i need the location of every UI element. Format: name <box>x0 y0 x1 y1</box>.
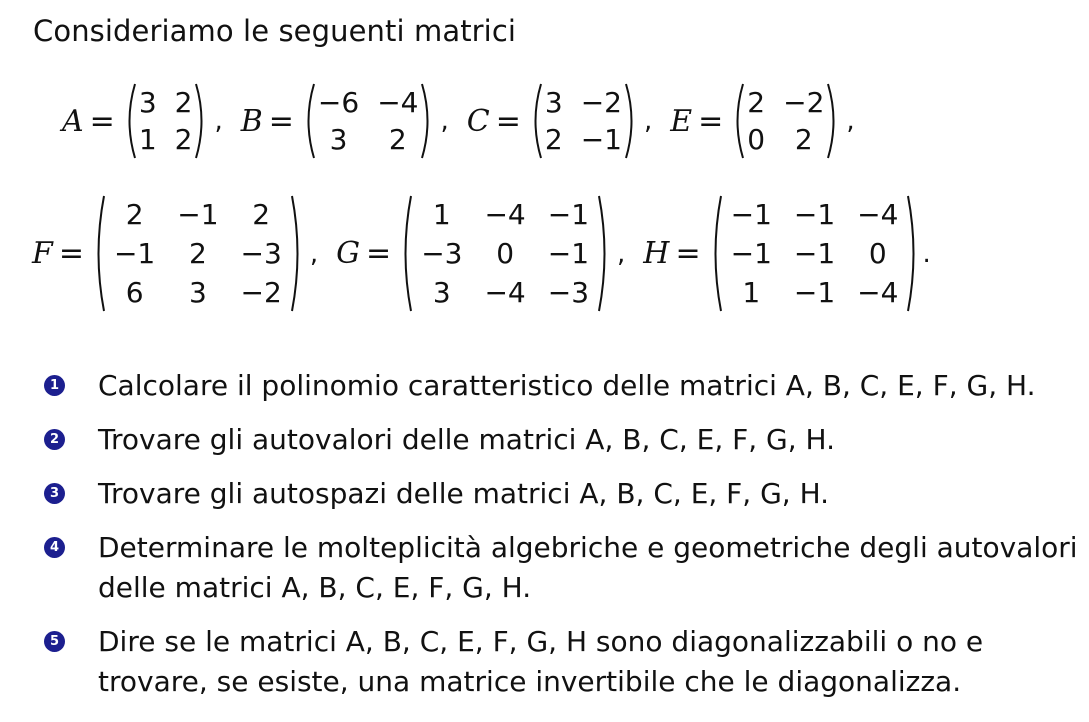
matrix-F: F = 2 −1 2 −1 2 −3 6 3 −2 <box>32 198 304 309</box>
task-text: Dire se le matrici A, B, C, E, F, G, H sono diagonalizzabili o no e trovare, se esiste, una matrice invertibile che le diagonalizza. <box>98 625 984 698</box>
matrix-cell: 0 <box>747 123 766 156</box>
matrix-A: A = 3 2 1 2 <box>62 86 208 156</box>
matrix-cell: 2 <box>794 123 813 156</box>
matrix-body <box>302 86 435 156</box>
matrix-body <box>731 86 840 156</box>
matrix-body <box>709 198 921 309</box>
matrix-name: H <box>643 236 670 271</box>
left-paren-icon <box>302 82 316 160</box>
left-paren-icon <box>399 194 413 313</box>
matrix-cell: −4 <box>857 198 899 231</box>
task-text: Determinare le molteplicità algebriche e geometriche degli autovalori delle matrici A, B, C, E, F, G, H. <box>98 531 1078 604</box>
matrix-cell: 1 <box>742 276 761 309</box>
matrix-body <box>92 198 304 309</box>
task-text: Trovare gli autospazi delle matrici A, B, C, E, F, G, H. <box>98 477 830 510</box>
matrix-cell: 1 <box>432 198 451 231</box>
left-paren-icon <box>709 194 723 313</box>
matrix-cell: −1 <box>177 198 219 231</box>
matrix-cell: −2 <box>580 86 622 119</box>
right-paren-icon <box>597 194 611 313</box>
matrix-cell: 2 <box>174 86 193 119</box>
task-text: Trovare gli autovalori delle matrici A, B, C, E, F, G, H. <box>98 423 835 456</box>
matrix-cell: 2 <box>747 86 766 119</box>
matrix-body <box>399 198 611 309</box>
right-paren-icon <box>826 82 840 160</box>
number-bullet-icon: 5 <box>44 631 65 652</box>
number-bullet-icon: 3 <box>44 483 65 504</box>
right-paren-icon <box>194 82 208 160</box>
matrix-cell: 2 <box>125 198 144 231</box>
matrix-cell: 2 <box>252 198 271 231</box>
task-item <box>44 474 1084 514</box>
matrix-cell: −6 <box>317 86 360 119</box>
matrix-name: G <box>336 236 361 271</box>
task-item <box>44 622 1084 702</box>
left-paren-icon <box>529 82 543 160</box>
matrix-cell: −3 <box>421 237 463 270</box>
matrix-cell: −1 <box>547 198 590 231</box>
right-paren-icon <box>624 82 638 160</box>
matrix-cell: −1 <box>113 237 156 270</box>
matrix-cell: −3 <box>240 237 282 270</box>
task-item <box>44 420 1084 460</box>
matrix-cell: −1 <box>793 237 836 270</box>
matrix-E: E = 2 −2 0 2 <box>670 86 840 156</box>
matrix-cell: 0 <box>868 237 887 270</box>
left-paren-icon <box>92 194 106 313</box>
matrix-cell: −4 <box>857 276 899 309</box>
task-item <box>44 366 1084 406</box>
matrix-name: C <box>466 103 490 139</box>
matrix-cell: −2 <box>783 86 825 119</box>
matrix-cell: −4 <box>484 198 526 231</box>
right-paren-icon <box>420 82 434 160</box>
matrix-name: E <box>670 103 693 139</box>
matrix-cell: 2 <box>188 237 207 270</box>
matrix-body <box>123 86 209 156</box>
matrix-row-2x2: A = 3 2 1 2 , B = −6 −4 3 2 , C = 3 −2 2 −1 , E = 2 −2 0 2 , <box>62 86 873 156</box>
matrix-cell: −1 <box>730 198 772 231</box>
matrix-C: C = 3 −2 2 −1 <box>467 86 638 156</box>
number-bullet-icon: 2 <box>44 429 65 450</box>
matrix-name: A <box>62 103 84 139</box>
matrix-cell: −1 <box>547 237 590 270</box>
task-item <box>44 528 1084 608</box>
matrix-H: H = −1 −1 −4 −1 −1 0 1 −1 −4 <box>643 198 920 309</box>
matrix-cell: 3 <box>329 123 348 156</box>
matrix-cell: −4 <box>377 86 419 119</box>
matrix-cell: −2 <box>240 276 282 309</box>
matrix-cell: 0 <box>496 237 515 270</box>
matrix-body <box>529 86 638 156</box>
number-bullet-icon: 4 <box>44 537 65 558</box>
matrix-cell: 2 <box>544 123 563 156</box>
matrix-cell: 2 <box>174 123 193 156</box>
right-paren-icon <box>290 194 304 313</box>
left-paren-icon <box>731 82 745 160</box>
left-paren-icon <box>123 82 137 160</box>
matrix-cell: 2 <box>388 123 407 156</box>
matrix-cell: −3 <box>547 276 590 309</box>
matrix-cell: −1 <box>793 198 836 231</box>
right-paren-icon <box>906 194 920 313</box>
matrix-row-3x3: F = 2 −1 2 −1 2 −3 6 3 −2 , G = 1 −4 −1 −3 0 −1 3 −4 −3 , H = −1 −1 −4 −1 −1 0 1 −1 −4 . <box>32 198 949 309</box>
task-list <box>44 366 1084 716</box>
matrix-G: G = 1 −4 −1 −3 0 −1 3 −4 −3 <box>336 198 611 309</box>
matrix-cell: −1 <box>793 276 836 309</box>
matrix-cell: 3 <box>432 276 451 309</box>
matrix-name: F <box>32 236 53 271</box>
matrix-cell: 3 <box>138 86 157 119</box>
number-bullet-icon: 1 <box>44 375 65 396</box>
matrix-cell: 6 <box>125 276 144 309</box>
matrix-name: B <box>240 103 263 139</box>
matrix-B: B = −6 −4 3 2 <box>241 86 435 156</box>
matrix-cell: −1 <box>730 237 772 270</box>
intro-text: Consideriamo le seguenti matrici <box>33 14 517 48</box>
matrix-cell: 3 <box>188 276 207 309</box>
matrix-cell: −1 <box>580 123 622 156</box>
matrix-cell: 1 <box>138 123 157 156</box>
matrix-cell: 3 <box>544 86 563 119</box>
matrix-cell: −4 <box>484 276 526 309</box>
task-text: Calcolare il polinomio caratteristico delle matrici A, B, C, E, F, G, H. <box>98 369 1036 402</box>
